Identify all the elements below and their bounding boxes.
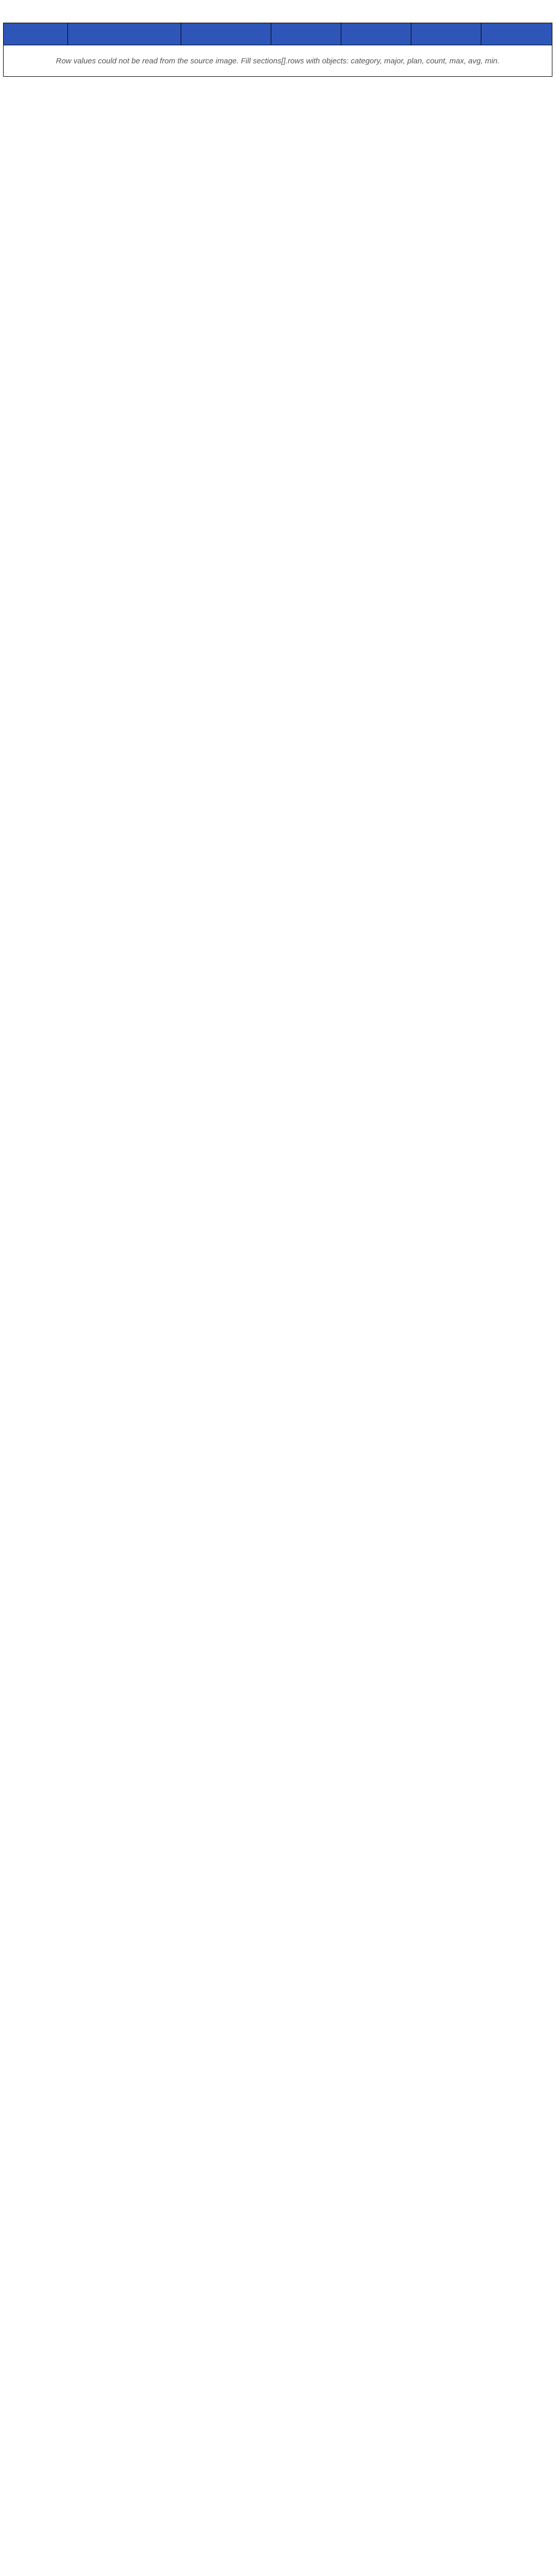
admission-score-table (3, 23, 552, 77)
header-plan (181, 23, 271, 45)
header-category (4, 23, 68, 45)
note-row (4, 45, 552, 77)
header-avg (411, 23, 481, 45)
header-count (271, 23, 341, 45)
page-title (3, 0, 553, 23)
note-cell: Row values could not be read from the source image. Fill sections[].rows with objects: category, major, plan, count, max, avg, min. (4, 45, 552, 77)
page (0, 0, 556, 97)
header-row (4, 23, 552, 45)
header-major (68, 23, 181, 45)
header-max (341, 23, 411, 45)
table-body (4, 45, 552, 77)
header-min (481, 23, 552, 45)
